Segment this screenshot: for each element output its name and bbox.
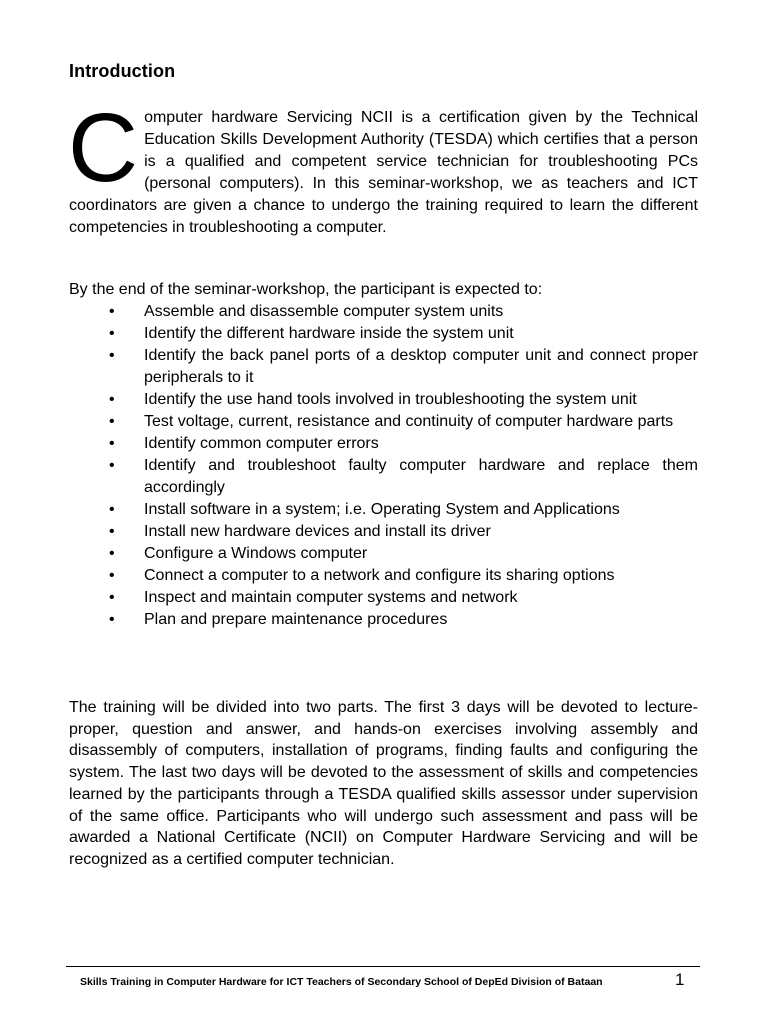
bullet-icon: • [109, 303, 115, 320]
objectives-list [69, 301, 698, 631]
list-item-text: Identify common computer errors [144, 435, 379, 452]
list-item [69, 587, 698, 609]
bullet-icon: • [109, 567, 115, 584]
bullet-icon: • [109, 391, 115, 408]
list-item [69, 389, 698, 411]
footer-title: Skills Training in Computer Hardware for ICT Teachers of Secondary School of DepEd Division of Bataan [80, 976, 603, 988]
list-item [69, 455, 698, 499]
intro-paragraph [68, 93, 698, 239]
list-item [69, 323, 698, 345]
list-item-text: Identify the different hardware inside the system unit [144, 325, 514, 342]
list-item-text: Inspect and maintain computer systems and network [144, 589, 518, 606]
page-heading: Introduction [69, 61, 176, 81]
list-item-text: Install new hardware devices and install its driver [144, 523, 491, 540]
list-item-text: Plan and prepare maintenance procedures [144, 611, 448, 628]
bullet-icon: • [109, 545, 115, 562]
list-item [69, 543, 698, 565]
list-item [69, 565, 698, 587]
footer-divider [66, 966, 700, 967]
list-item-text: Identify and troubleshoot faulty computer hardware and replace them accordingly [144, 457, 698, 496]
objectives-section [69, 279, 698, 631]
list-item [69, 521, 698, 543]
list-item [69, 345, 698, 389]
list-item-text: Assemble and disassemble computer system units [144, 303, 504, 320]
list-item-text: Connect a computer to a network and configure its sharing options [144, 567, 615, 584]
list-item-text: Test voltage, current, resistance and continuity of computer hardware parts [144, 413, 674, 430]
bullet-icon: • [109, 413, 115, 430]
intro-text: omputer hardware Servicing NCII is a certification given by the Technical Education Skills Development Authority (TESDA) which certifies that a person is a qualified and competent service technician for troubleshooting PCs (personal computers). In this seminar-workshop, we as teachers and ICT coordinators are given a chance to undergo the training required to learn the different competencies in troubleshooting a computer. [69, 109, 698, 236]
objectives-lead: By the end of the seminar-workshop, the participant is expected to: [69, 281, 543, 298]
list-item [69, 433, 698, 455]
list-item [69, 499, 698, 521]
list-item [69, 609, 698, 631]
bullet-icon: • [109, 589, 115, 606]
bullet-icon: • [109, 523, 115, 540]
list-item-text: Configure a Windows computer [144, 545, 368, 562]
list-item-text: Identify the use hand tools involved in troubleshooting the system unit [144, 391, 637, 408]
list-item-text: Identify the back panel ports of a desktop computer unit and connect proper peripherals to it [144, 347, 698, 386]
bullet-icon: • [109, 457, 115, 474]
list-item [69, 301, 698, 323]
bullet-icon: • [109, 347, 115, 364]
closing-paragraph: The training will be divided into two parts. The first 3 days will be devoted to lecture-proper, question and answer, and hands-on exercises involving assembly and disassembly of computers, installation of programs, finding faults and configuring the system. The last two days will be devoted to the assessment of skills and competencies learned by the participants through a TESDA qualified skills assessor under supervision of the same office. Participants who will undergo such assessment and pass will be awarded a National Certificate (NCII) on Computer Hardware Servicing and will be recognized as a certified computer technician. [69, 699, 698, 868]
drop-cap: C [68, 93, 139, 202]
bullet-icon: • [109, 611, 115, 628]
bullet-icon: • [109, 501, 115, 518]
bullet-icon: • [109, 325, 115, 342]
bullet-icon: • [109, 435, 115, 452]
list-item [69, 411, 698, 433]
page-number: 1 [675, 970, 685, 989]
list-item-text: Install software in a system; i.e. Operating System and Applications [144, 501, 620, 518]
